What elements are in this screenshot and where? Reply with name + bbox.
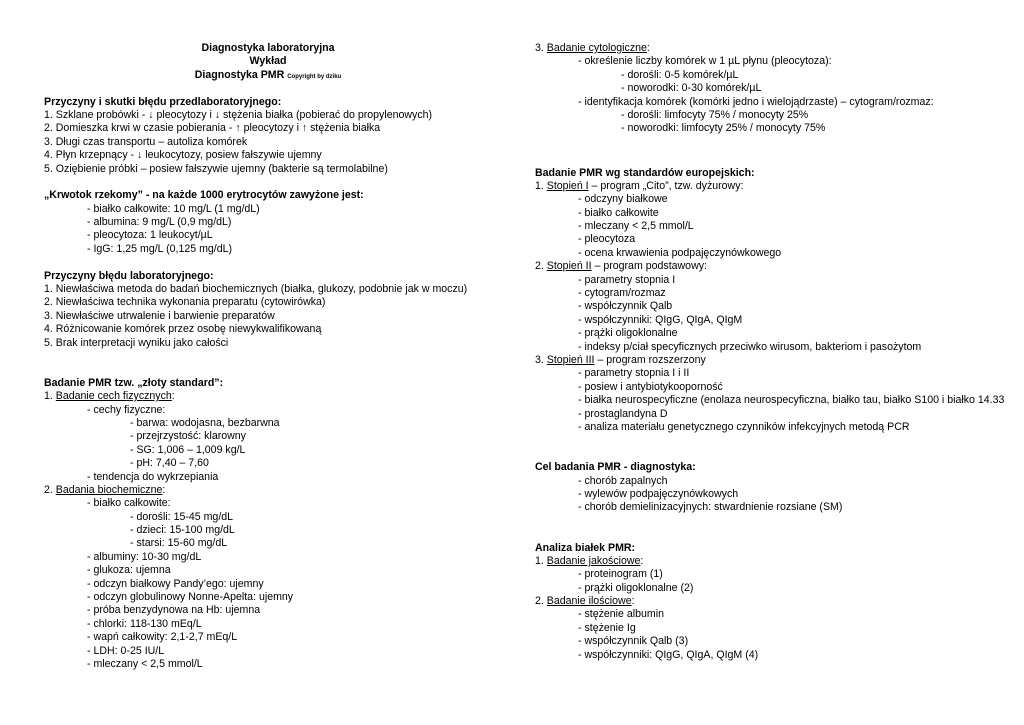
list-item: - odczyny białkowe [578, 193, 668, 206]
list-item: - chorób demielinizacyjnych: stwardnienie rozsiane (SM) [578, 501, 843, 514]
section-physical: 1. Badanie cech fizycznych: [44, 390, 175, 403]
section-number: 1. [535, 554, 547, 567]
list-item: - stężenie albumin [578, 608, 664, 621]
section-cytology: 3. Badanie cytologiczne: [535, 42, 650, 54]
list-item: 4. Płyn krzepnący - ↓ leukocytozy, posiew fałszywie ujemny [44, 149, 322, 162]
level-1 [535, 180, 995, 193]
level-description: – program podstawowy: [591, 260, 707, 273]
list-item: - prążki oligoklonalne [578, 327, 678, 340]
level-3 [535, 354, 995, 367]
list-item: 1. Szklane probówki - ↓ pleocytozy i ↓ stężenia białka (pobierać do propylenowych) [44, 108, 433, 121]
list-item: - glukoza: ujemna [87, 564, 171, 577]
list-item: - prążki oligoklonalne (2) [578, 581, 694, 594]
topic-text: Diagnostyka PMR [194, 68, 285, 81]
list-item: - noworodki: limfocyty 25% / monocyty 75% [621, 122, 826, 135]
list-item: 2. Domieszka krwi w czasie pobierania - ↑ pleocytozy i ↑ stężenia białka [44, 122, 381, 135]
list-item: - dorośli: 15-45 mg/dL [130, 510, 234, 523]
list-item: - starsi: 15-60 mg/dL [130, 537, 228, 550]
list-item: 5. Brak interpretacji wyniku jako całości [44, 336, 229, 349]
list-item: - barwa: wodojasna, bezbarwna [130, 416, 280, 429]
list-item: - proteinogram (1) [578, 568, 663, 581]
section-title: Badanie cytologiczne [546, 42, 647, 54]
right-column [535, 42, 1005, 662]
list-item: - LDH: 0-25 IU/L [87, 644, 165, 657]
list-item: 1. Niewłaściwa metoda do badań biochemicznych (białka, glukozy, podobnie jak w moczu) [44, 283, 468, 296]
list-item: - cechy fizyczne: [87, 403, 166, 416]
gold-standard-heading: Badanie PMR tzw. „złoty standard”: [44, 376, 224, 389]
list-item: - białko całkowite: 10 mg/L (1 mg/dL) [87, 202, 260, 215]
list-item: - dzieci: 15-100 mg/dL [130, 524, 235, 537]
list-item: - wylewów podpajęczynówkowych [578, 487, 739, 500]
section-biochemical: 2. Badania biochemiczne: [44, 483, 166, 496]
list-item: - mleczany < 2,5 mmol/L [87, 657, 203, 670]
list-item: - mleczany < 2,5 mmol/L [578, 220, 694, 233]
preanalytical-heading: Przyczyny i skutki błędu przedlaboratoryjnego: [44, 95, 282, 108]
list-item: - współczynnik Qalb (3) [578, 635, 689, 648]
lab-errors-heading: Przyczyny błędu laboratoryjnego: [44, 269, 214, 282]
list-item: - albuminy: 10-30 mg/dL [87, 550, 202, 563]
copyright-note: Copyright by dziku [287, 73, 342, 80]
level-description: – program rozszerzony [594, 354, 706, 366]
list-item: - posiew i antybiotykooporność [578, 380, 723, 393]
list-item: - białko całkowite [578, 206, 659, 219]
level-title: Stopień I [546, 179, 589, 192]
list-item: - analiza materiału genetycznego czynników infekcyjnych metodą PCR [578, 420, 910, 433]
section-title: Badanie ilościowe [546, 595, 632, 608]
list-item: - odczyn globulinowy Nonne-Apelta: ujemny [87, 591, 294, 604]
qualitative-section: 1. Badanie jakościowe: [535, 554, 644, 567]
level-title: Stopień II [546, 260, 592, 273]
list-item: - dorośli: 0-5 komórek/µL [621, 68, 739, 81]
list-item: - tendencja do wykrzepiania [87, 470, 219, 483]
list-item: 4. Różnicowanie komórek przez osobę niewykwalifikowaną [44, 323, 322, 336]
list-item: - współczynniki: QIgG, QIgA, QIgM [578, 313, 743, 326]
list-item: - parametry stopnia I [578, 273, 676, 286]
list-item: - białko całkowite: [87, 497, 171, 510]
list-item: 3. Długi czas transportu – autoliza komórek [44, 135, 248, 148]
list-item: - współczynnik Qalb [578, 300, 673, 313]
list-item: - chlorki: 118-130 mEq/L [87, 617, 202, 630]
list-item: - dorośli: limfocyty 75% / monocyty 25% [621, 108, 809, 121]
document-title: Diagnostyka laboratoryjna [201, 42, 335, 54]
list-item: - wapń całkowity: 2,1-2,7 mEq/L [87, 631, 238, 644]
list-item: - ocena krwawienia podpajęczynówkowego [578, 246, 782, 259]
document-subtitle: Wykład [249, 55, 287, 68]
section-title: Badanie cech fizycznych [55, 390, 172, 403]
list-item: - odczyn białkowy Pandy’ego: ujemny [87, 577, 264, 590]
list-item: - pH: 7,40 – 7,60 [130, 457, 209, 470]
bloody-tap-heading: „Krwotok rzekomy” - na każde 1000 erytrocytów zawyżone jest: [44, 189, 364, 202]
section-number: 2. [44, 483, 56, 496]
list-item: - prostaglandyna D [578, 407, 668, 420]
list-item: - białka neurospecyficzne (enolaza neurospecyficzna, białko tau, białko S100 i białko 14.33 [578, 394, 1005, 407]
list-item: 5. Oziębienie próbki – posiew fałszywie ujemny (bakterie są termolabilne) [44, 162, 388, 175]
list-item: - stężenie Ig [578, 621, 636, 634]
section-number: 1. [44, 390, 56, 403]
list-item: - IgG: 1,25 mg/L (0,125 mg/dL) [87, 242, 233, 255]
list-item: - noworodki: 0-30 komórek/µL [621, 82, 762, 95]
level-number: 2. [535, 260, 547, 273]
list-item: - próba benzydynowa na Hb: ujemna [87, 604, 261, 617]
list-item: - cytogram/rozmaz [578, 287, 666, 300]
level-number: 1. [535, 179, 547, 192]
section-number: 2. [535, 595, 547, 608]
left-column [44, 42, 492, 671]
list-item: - indeksy p/ciał specyficznych przeciwko wirusom, bakteriom i pasożytom [578, 340, 922, 353]
section-title: Badanie jakościowe [546, 554, 641, 567]
list-item: 3. Niewłaściwe utrwalenie i barwienie preparatów [44, 309, 275, 322]
list-item: - identyfikacja komórek (komórki jedno i wielojądrzaste) – cytogram/rozmaz: [578, 95, 934, 108]
protein-analysis-heading: Analiza białek PMR: [535, 541, 636, 554]
list-item: - przejrzystość: klarowny [130, 430, 246, 443]
purpose-heading: Cel badania PMR - diagnostyka: [535, 461, 696, 474]
list-item: - albumina: 9 mg/L (0,9 mg/dL) [87, 216, 232, 229]
level-number: 3. [535, 354, 547, 366]
list-item: - pleocytoza: 1 leukocyt/µL [87, 229, 213, 242]
list-item: 2. Niewłaściwa technika wykonania preparatu (cytowirówka) [44, 296, 326, 309]
list-item: - pleocytoza [578, 233, 636, 246]
quantitative-section: 2. Badanie ilościowe: [535, 595, 635, 608]
level-title: Stopień III [546, 354, 595, 366]
section-number: 3. [535, 42, 547, 54]
level-description: – program „Cito”, tzw. dyżurowy: [588, 179, 744, 192]
section-title: Badania biochemiczne [55, 483, 163, 496]
level-2 [535, 260, 995, 273]
list-item: - SG: 1,006 – 1,009 kg/L [130, 443, 246, 456]
document-topic [44, 69, 492, 82]
european-heading: Badanie PMR wg standardów europejskich: [535, 166, 755, 179]
list-item: - określenie liczby komórek w 1 µL płynu (pleocytoza): [578, 55, 832, 68]
list-item: - parametry stopnia I i II [578, 367, 690, 380]
list-item: - chorób zapalnych [578, 474, 668, 487]
list-item: - współczynniki: QIgG, QIgA, QIgM (4) [578, 648, 759, 661]
